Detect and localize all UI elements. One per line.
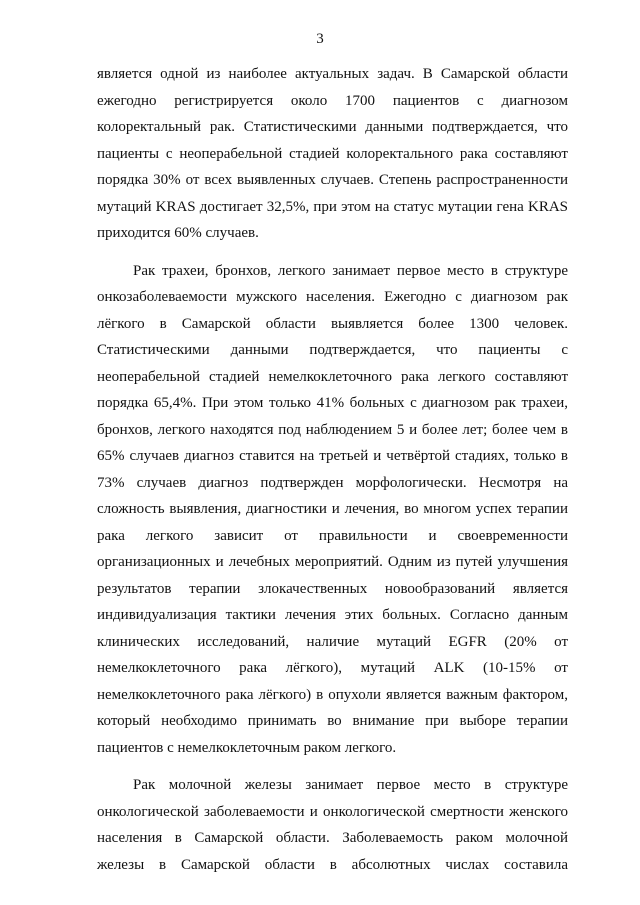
text-line: мутаций KRAS достигает 32,5%, при этом на статус мутации гена KRAS: [97, 198, 568, 215]
text-line: населения в Самарской области. Заболеваемость раком молочной: [97, 830, 568, 846]
text-line: порядка 30% от всех выявленных случаев. Степень распространенности: [97, 172, 568, 188]
text-line: неоперабельной стадией немелкоклеточного рака легкого составляют: [97, 368, 568, 385]
text-line: онкозаболеваемости мужского населения. Ежегодно с диагнозом рак: [97, 289, 568, 305]
paragraph-lung-cancer: [97, 258, 568, 762]
text-line: онкологической заболеваемости и онкологической смертности женского: [97, 803, 568, 820]
text-line: порядка 65,4%. При этом только 41% больных с диагнозом рак трахеи,: [97, 395, 568, 411]
text-line: индивидуализация тактики лечения этих больных. Согласно данным: [97, 607, 568, 623]
text-line: железы в Самарской области в абсолютных числах составила: [97, 856, 568, 873]
text-line: 73% случаев диагноз подтвержден морфологически. Несмотря на: [97, 474, 568, 491]
text-line: немелкоклеточного рака лёгкого) в опухоли является важным фактором,: [97, 686, 568, 703]
text-line: клинических исследований, наличие мутаций EGFR (20% от: [97, 633, 568, 650]
paragraph-breast-cancer: [97, 772, 568, 878]
text-line: пациентов с немелкоклеточным раком легкого.: [97, 739, 397, 756]
text-line: сложность выявления, диагностики и лечения, во многом успех терапии: [97, 501, 568, 517]
text-line: ежегодно регистрируется около 1700 пациентов с диагнозом: [97, 92, 568, 109]
text-line: бронхов, легкого находятся под наблюдением 5 и более лет; более чем в: [97, 421, 568, 438]
page-number: 3: [316, 31, 324, 47]
text-line: приходится 60% случаев.: [97, 225, 259, 241]
paragraph-gap: [97, 761, 568, 772]
text-line: немелкоклеточного рака лёгкого), мутаций ALK (10-15% от: [97, 660, 568, 676]
text-line: 65% случаев диагноз ставится на третьей и четвёртой стадиях, только в: [97, 448, 568, 464]
text-line: пациенты с неоперабельной стадией колоректального рака составляют: [97, 145, 568, 162]
text-line: колоректальный рак. Статистическими данными подтверждается, что: [97, 119, 568, 135]
text-line: Рак трахеи, бронхов, легкого занимает первое место в структуре: [133, 262, 568, 279]
paragraph-gap: [97, 247, 568, 258]
text-line: рака легкого зависит от правильности и своевременности: [97, 527, 568, 544]
text-line: организационных и лечебных мероприятий. Одним из путей улучшения: [97, 554, 568, 570]
text-line: результатов терапии злокачественных новообразований является: [97, 580, 568, 597]
text-line: лёгкого в Самарской области выявляется более 1300 человек.: [97, 315, 568, 332]
text-line: Рак молочной железы занимает первое место в структуре: [133, 777, 568, 793]
text-line: Статистическими данными подтверждается, что пациенты с: [97, 342, 568, 358]
paragraph-colorectal-cancer: [97, 61, 568, 247]
document-body: [97, 61, 568, 878]
text-line: который необходимо принимать во внимание при выборе терапии: [97, 713, 568, 729]
text-line: является одной из наиболее актуальных задач. В Самарской области: [97, 66, 568, 82]
